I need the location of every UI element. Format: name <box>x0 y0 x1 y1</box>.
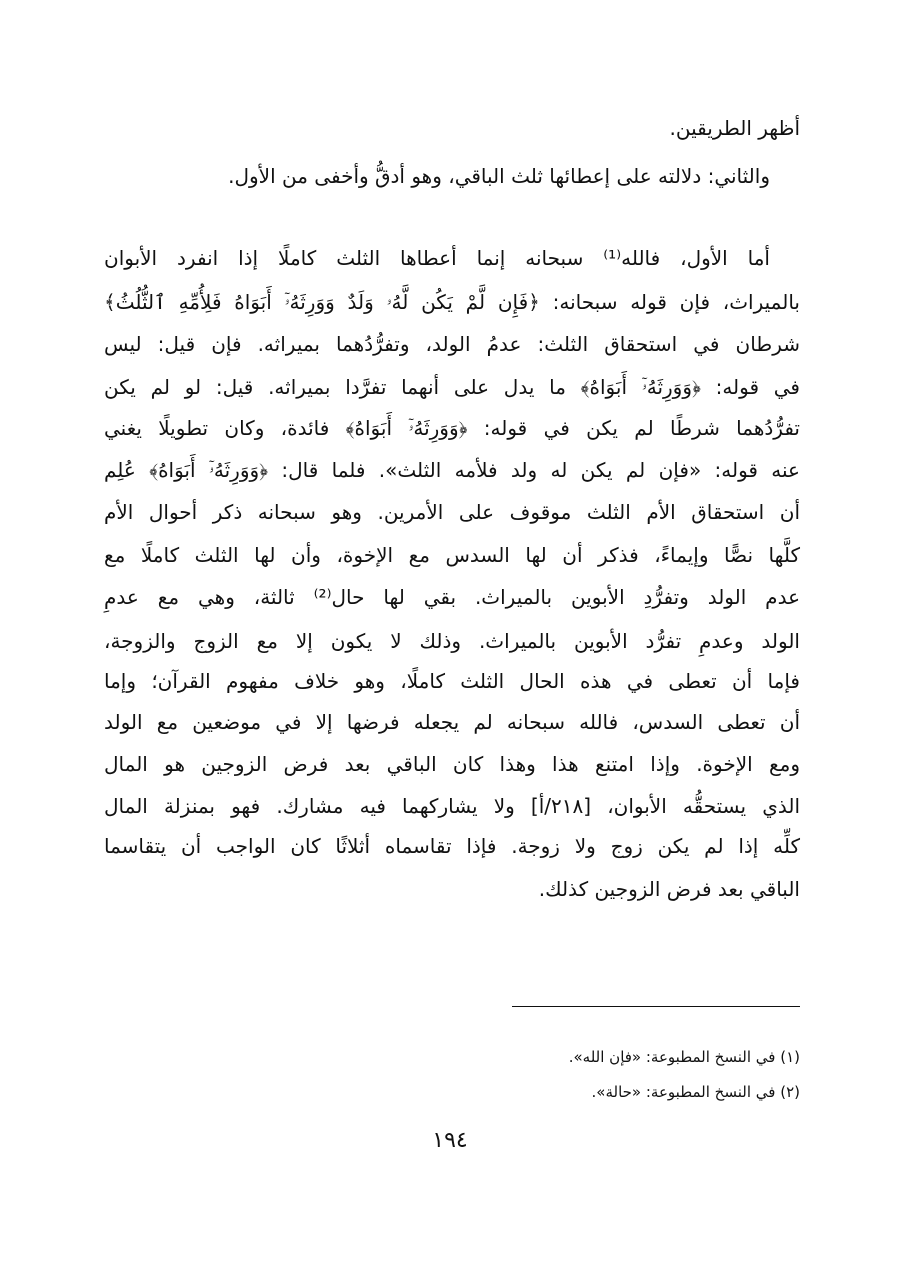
text-line: كلِّه إذا لم يكن زوج ولا زوجة. فإذا تقاسماه أثلاثًا كان الواجب أن يتقاسما <box>104 834 800 858</box>
text-line: والثاني: دلالته على إعطائها ثلث الباقي، وهو أدقُّ وأخفى من الأول. <box>228 164 770 188</box>
text-line: أما الأول، فالله⁽¹⁾ سبحانه إنما أعطاها الثلث كاملًا إذا انفرد الأبوان <box>104 246 770 270</box>
text-line: الولد وعدمِ تفرُّد الأبوين بالميراث. وذلك لا يكون إلا مع الزوج والزوجة، <box>104 629 800 653</box>
text-line: شرطان في استحقاق الثلث: عدمُ الولد، وتفرُّدُهما بميراثه. فإن قيل: ليس <box>104 332 800 356</box>
text-line: بالميراث، فإن قوله سبحانه: ﴿فَإِن لَّمْ يَكُن لَّهُۥ وَلَدٌ وَوَرِثَهُۥٓ أَبَوَاهُ فَلِأُمِّهِ ٱلثُّلُثُ﴾ <box>104 290 800 314</box>
text-line: عدم الولد وتفرُّدِ الأبوين بالميراث. بقي لها حال⁽²⁾ ثالثة، وهي مع عدمِ <box>104 585 801 609</box>
footnote: (٢) في النسخ المطبوعة: «حالة». <box>591 1083 800 1101</box>
text-line: في قوله: ﴿وَوَرِثَهُۥٓ أَبَوَاهُ﴾ ما يدل على أنهما تفرَّدا بميراثه. قيل: لو لم يكن <box>104 375 800 399</box>
text-line: أن تعطى السدس، فالله سبحانه لم يجعله فرضها إلا في موضعين مع الولد <box>104 710 800 734</box>
text-line: عنه قوله: «فإن لم يكن له ولد فلأمه الثلث». فلما قال: ﴿وَوَرِثَهُۥٓ أَبَوَاهُ﴾ عُلِم <box>104 458 800 482</box>
text-line: أن استحقاق الأم الثلث موقوف على الأمرين. وهو سبحانه ذكر أحوال الأم <box>104 500 800 524</box>
text-line: الذي يستحقُّه الأبوان، [٢١٨/أ] ولا يشاركهما فيه مشارك. فهو بمنزلة المال <box>104 794 800 818</box>
footnote: (١) في النسخ المطبوعة: «فإن الله». <box>568 1048 800 1066</box>
text-line: تفرُّدُهما شرطًا لم يكن في قوله: ﴿وَوَرِثَهُۥٓ أَبَوَاهُ﴾ فائدة، وكان تطويلًا يغني <box>104 416 800 440</box>
text-line: أظهر الطريقين. <box>669 116 800 140</box>
page-number: ١٩٤ <box>432 1128 468 1153</box>
text-line: الباقي بعد فرض الزوجين كذلك. <box>538 877 800 901</box>
text-line: فإما أن تعطى في هذه الحال الثلث كاملًا، وهو خلاف مفهوم القرآن؛ وإما <box>104 669 800 693</box>
footnote-divider <box>512 1006 800 1007</box>
text-line: كلَّها نصًّا وإيماءً، فذكر أن لها السدس مع الإخوة، وأن لها الثلث كاملًا مع <box>104 543 800 567</box>
text-line: ومع الإخوة. وإذا امتنع هذا وهذا كان الباقي بعد فرض الزوجين هو المال <box>104 752 800 776</box>
